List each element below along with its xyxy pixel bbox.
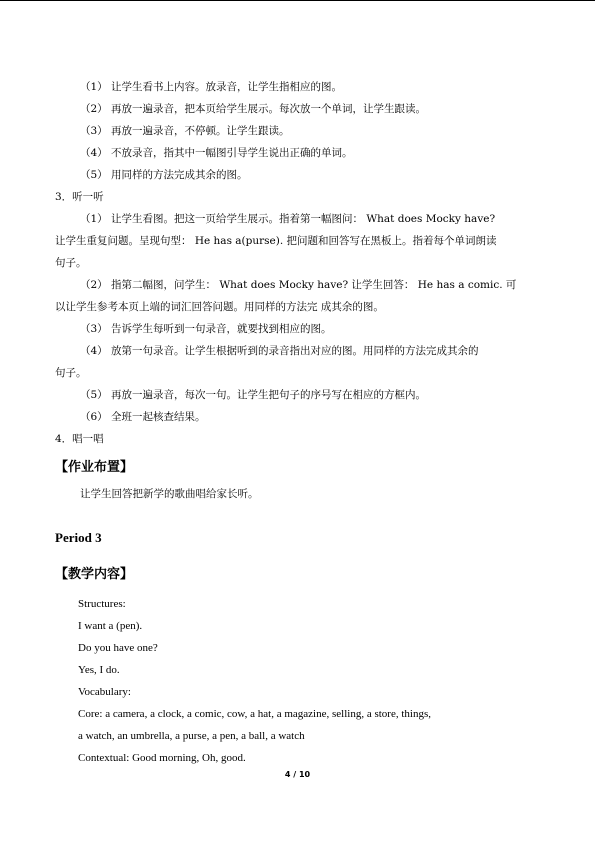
homework-text: 让学生回答把新学的歌曲唱给家长听。 xyxy=(80,488,259,500)
s3-p5: （5） 再放一遍录音，每次一句。让学生把句子的序号写在相应的方框内。 xyxy=(80,389,427,401)
s3-p1-line3: 句子。 xyxy=(55,257,87,269)
s3-p2-line1: （2） 指第二幅图，问学生： What does Mocky have? 让学生回答： He has a comic. 可 xyxy=(80,279,517,291)
content-line: Vocabulary: xyxy=(78,686,131,698)
s3-p4-line1: （4） 放第一句录音。让学生根据听到的录音指出对应的图。用同样的方法完成其余的 xyxy=(80,345,479,357)
s3-p2-line2: 以让学生参考本页上端的词汇回答问题。用同样的方法完 成其余的图。 xyxy=(55,301,384,313)
period-title: Period 3 xyxy=(55,530,102,545)
content-line: Structures: xyxy=(78,598,126,610)
content-line: Do you have one? xyxy=(78,642,158,654)
step-2-3: （3） 再放一遍录音，不停顿。让学生跟读。 xyxy=(80,125,290,137)
content-line: Contextual: Good morning, Oh, good. xyxy=(78,752,246,764)
step-2-4: （4） 不放录音，指其中一幅图引导学生说出正确的单词。 xyxy=(80,147,353,159)
section-3-title: 3．听一听 xyxy=(55,191,104,203)
content-line: Core: a camera, a clock, a comic, cow, a hat, a magazine, selling, a store, things, xyxy=(78,708,431,720)
step-2-5: （5） 用同样的方法完成其余的图。 xyxy=(80,169,248,181)
s3-p6: （6） 全班一起核查结果。 xyxy=(80,411,206,423)
s3-p1-line2: 让学生重复问题。呈现句型： He has a(purse). 把问题和回答写在黑板上。指着每个单词朗读 xyxy=(55,235,497,247)
content-line: Yes, I do. xyxy=(78,664,120,676)
s3-p1-line1: （1） 让学生看图。把这一页给学生展示。指着第一幅图问： What does Mocky have? xyxy=(80,213,496,225)
s3-p3: （3） 告诉学生每听到一句录音，就要找到相应的图。 xyxy=(80,323,332,335)
homework-heading: 【作业布置】 xyxy=(55,460,134,475)
step-2-1: （1） 让学生看书上内容。放录音，让学生指相应的图。 xyxy=(80,81,343,93)
content-line: a watch, an umbrella, a purse, a pen, a ball, a watch xyxy=(78,730,305,742)
content-line: I want a (pen). xyxy=(78,620,143,632)
step-2-2: （2） 再放一遍录音，把本页给学生展示。每次放一个单词，让学生跟读。 xyxy=(80,103,427,115)
section-4-title: 4．唱一唱 xyxy=(55,433,104,445)
content-heading: 【教学内容】 xyxy=(55,567,134,582)
page-number: 4 / 10 xyxy=(284,770,311,779)
s3-p4-line2: 句子。 xyxy=(55,367,87,379)
